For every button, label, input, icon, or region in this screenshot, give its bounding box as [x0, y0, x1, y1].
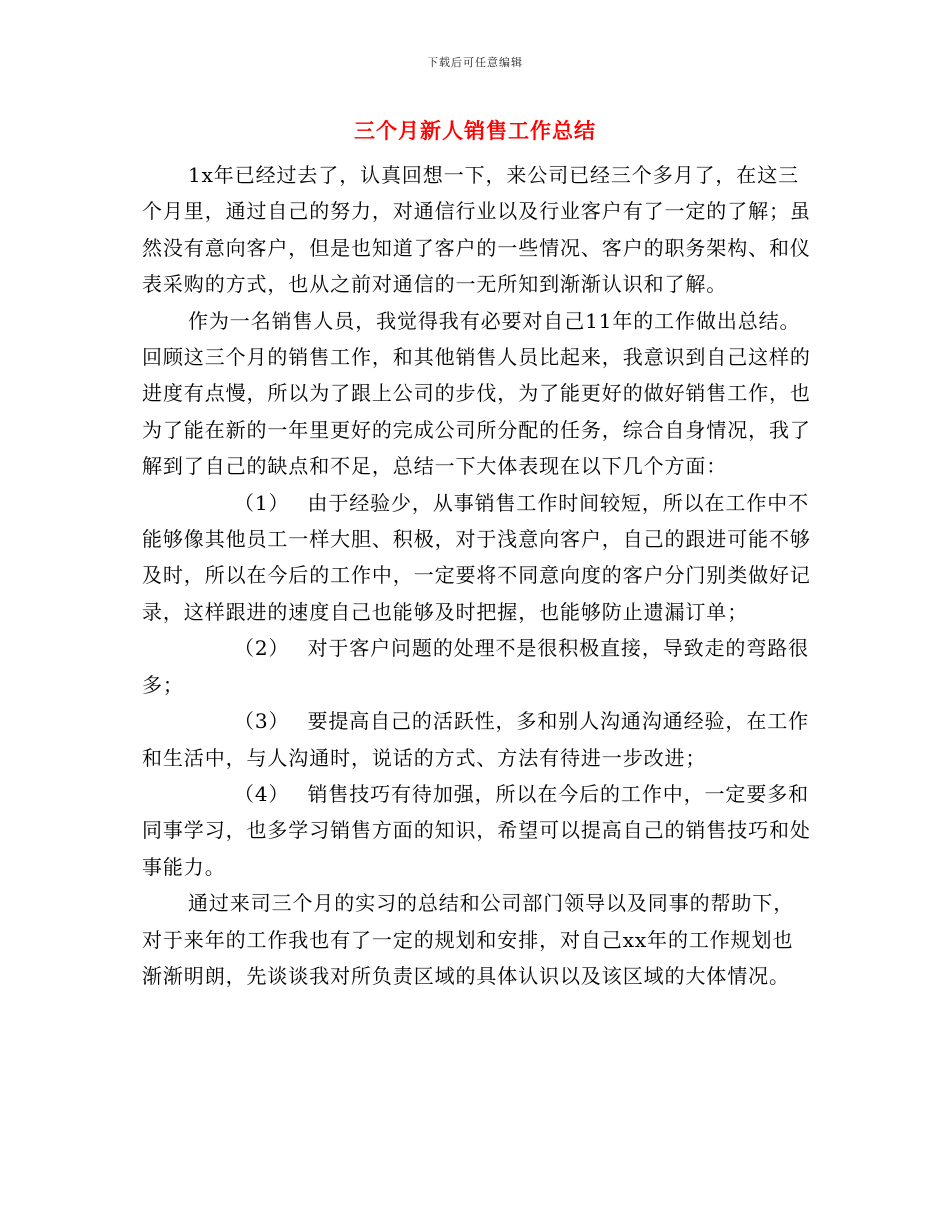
paragraph-text: 对于客户问题的处理不是很积极直接，导致走的弯路很多；	[142, 636, 810, 697]
paragraph-text: 销售技巧有待加强，所以在今后的工作中，一定要多和同事学习，也多学习销售方面的知识，希望可以提高自己的销售技巧和处事能力。	[142, 781, 811, 879]
list-item-4	[142, 776, 812, 885]
list-number: （1）	[234, 490, 290, 515]
document-body	[142, 157, 812, 994]
document-title: 三个月新人销售工作总结	[354, 118, 596, 143]
list-item-1	[142, 485, 812, 631]
paragraph-text: 由于经验少，从事销售工作时间较短，所以在工作中不能够像其他员工一样大胆、积极，对于浅意向客户，自己的跟进可能不够及时，所以在今后的工作中，一定要将不同意向度的客户分门别类做好记录，这样跟进的速度自己也能够及时把握，也能够防止遗漏订单；	[142, 490, 811, 624]
paragraph-text: 要提高自己的活跃性，多和别人沟通沟通经验，在工作和生活中，与人沟通时，说话的方式、方法有待进一步改进；	[142, 709, 810, 770]
paragraph-self-review	[142, 303, 812, 485]
list-item-2	[142, 630, 812, 703]
list-number: （3）	[234, 709, 290, 734]
paragraph-text: 通过来司三个月的实习的总结和公司部门领导以及同事的帮助下，对于来年的工作我也有了一定的规划和安排，对自己xx年的工作规划也渐渐明朗，先谈谈我对所负责区域的具体认识以及该区域的大体情况。	[142, 891, 795, 988]
paragraph-plan	[142, 885, 812, 994]
list-number: （2）	[234, 636, 290, 661]
paragraph-text: 作为一名销售人员，我觉得我有必要对自己11年的工作做出总结。回顾这三个月的销售工作，和其他销售人员比起来，我意识到自己这样的进度有点慢，所以为了跟上公司的步伐，为了能更好的做好销售工作，也为了能在新的一年里更好的完成公司所分配的任务，综合自身情况，我了解到了自己的缺点和不足，总结一下大体表现在以下几个方面：	[142, 308, 811, 479]
list-item-3	[142, 703, 812, 776]
header-note: 下载后可任意编辑	[427, 56, 523, 69]
paragraph-text: 1x年已经过去了，认真回想一下，来公司已经三个多月了，在这三个月里，通过自己的努力，对通信行业以及行业客户有了一定的了解；虽然没有意向客户，但是也知道了客户的一些情况、客户的职务架构、和仪表采购的方式，也从之前对通信的一无所知到渐渐认识和了解。	[142, 163, 811, 297]
paragraph-intro	[142, 157, 812, 303]
list-number: （4）	[234, 781, 290, 806]
